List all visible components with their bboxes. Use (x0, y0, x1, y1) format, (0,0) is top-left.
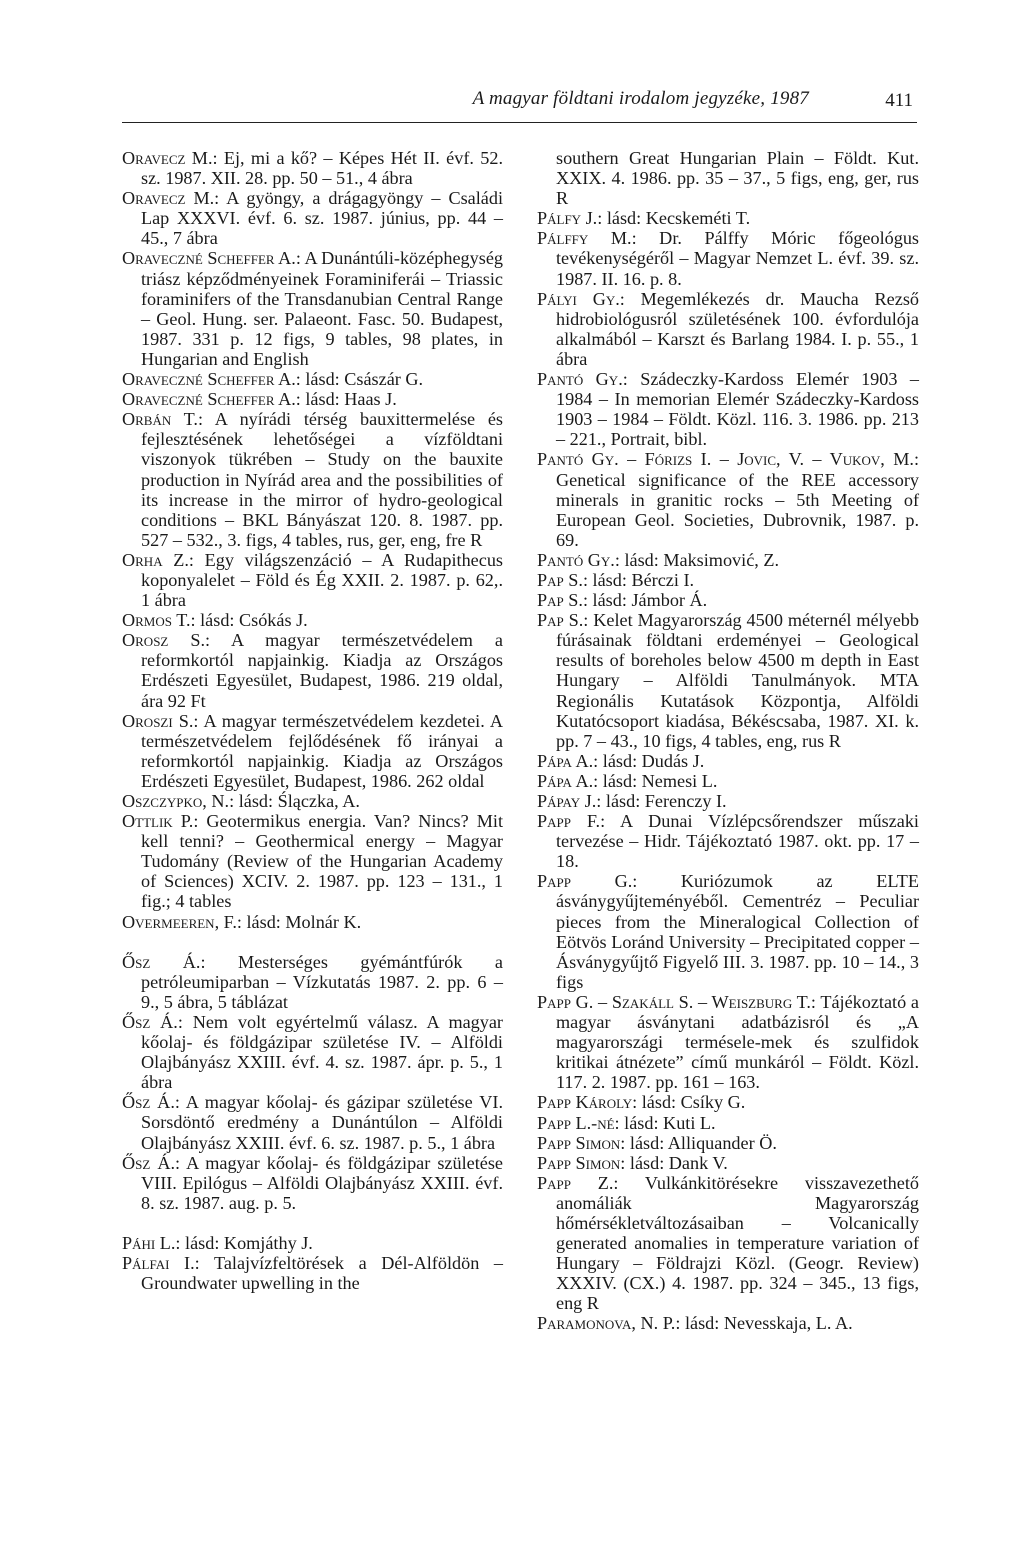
entry-author: Ősz Á.: (122, 1092, 180, 1113)
entry-text: lásd: Bérczi I. (588, 569, 695, 590)
bibliography-entry (122, 1153, 503, 1213)
entry-author: Papp Simon: (537, 1152, 626, 1173)
bibliography-entry (122, 1253, 503, 1293)
bibliography-entry (122, 791, 503, 811)
entry-text: lásd: Dank V. (625, 1152, 728, 1173)
entry-author: Papp Simon: (537, 1132, 626, 1153)
entry-author: Páhi L.: (122, 1232, 181, 1253)
bibliography-entry (537, 1313, 919, 1333)
entry-author: Oraveczné Scheffer A.: (122, 389, 301, 410)
bibliography-entry (537, 1113, 919, 1133)
entry-author: Papp G.: (537, 871, 638, 892)
bibliography-entry (537, 811, 919, 871)
entry-author: Orha Z.: (122, 549, 194, 570)
entry-text: Kuriózumok az ELTE ásványgyűjteményéből. Cementréz – Peculiar pieces from the Mineralogical Collection of Eötvös Loránd University – Precipitated copper – Ásványgyűjtő Figyelő III. 3. 1987. pp. 10 – 14., 3 figs (556, 871, 919, 992)
bibliography-entry (122, 811, 503, 911)
bibliography-entry (537, 228, 919, 288)
bibliography-entry (122, 952, 503, 1012)
bibliography-entry (537, 751, 919, 771)
running-title: A magyar földtani irodalom jegyzéke, 1987 (472, 88, 809, 109)
entry-author: Ormos T.: (122, 610, 196, 631)
right-column (537, 148, 919, 1334)
entry-author: Orosz S.: (122, 630, 211, 651)
entry-author: Pápa A.: (537, 750, 599, 771)
entry-text: A Dunai Vízlépcsőrendszer műszaki tervezése – Hidr. Tájékoztató 1987. okt. pp. 17 – 18. (556, 811, 919, 872)
entry-author: Pápay J.: (537, 791, 602, 811)
entry-author: Papp F.: (537, 811, 606, 832)
entry-text: Megemlékezés dr. Maucha Rezső hidrobiológusról születésének 100. évfordulója alkalmából – Karszt és Barlang 1984. I. p. 55., 1 ábra (556, 288, 919, 369)
bibliography-entry (122, 409, 503, 550)
entry-text: lásd: Csíky G. (637, 1092, 746, 1113)
bibliography-entry (122, 630, 503, 710)
entry-author: Oravecz M.: (122, 188, 220, 209)
entry-text: Geotermikus energia. Van? Nincs? Mit kell tenni? – Geothermical energy – Magyar Tudomány (Review of the Hungarian Academy of Sciences) XCIV. 2. 1987. pp. 123 – 131., 1 fig.; 4 tables (141, 811, 503, 912)
bibliography-entry (122, 1092, 503, 1152)
entry-text: Vulkánkitörésekre visszavezethető anomáliák Magyarország hőmérsékletváltozásaiban – Volcanically generated anomalies in temperature variation of Hungary – Földrajzi Közl. (Geogr. Review) XXXIV. (CX.) 4. 1987. pp. 324 – 345., 13 figs, eng R (556, 1172, 919, 1314)
running-header (122, 88, 917, 128)
entry-author: Papp L.-né: (537, 1112, 620, 1133)
entry-text: Talajvízfeltörések a Dél-Alföldön – Groundwater upwelling in the (141, 1252, 503, 1294)
entry-text: lásd: Nevesskaja, L. A. (680, 1313, 853, 1334)
entry-text: lásd: Molnár K. (241, 911, 362, 932)
bibliography-entry (537, 449, 919, 549)
entry-text: lásd: Csókás J. (195, 610, 308, 631)
bibliography-entry (122, 369, 503, 389)
entry-text: lásd: Ferenczy I. (601, 791, 727, 811)
entry-author: Pápa A.: (537, 770, 599, 791)
entry-author: Ősz Á.: (122, 1152, 181, 1173)
page-number: 411 (885, 90, 913, 111)
entry-text: A magyar természetvédelem kezdetei. A természetvédelem fejlődésének fő irányai a reformkortól napjainkig. Kiadja az Országos Erdészeti Egyesület, Budapest, 1986. 262 oldal (141, 710, 503, 791)
entry-text: Kelet Magyarország 4500 méternél mélyebb fúrásainak földtani erdeményei – Geological results of boreholes below 4500 m depth in East Hungary – Alföldi Tanulmányok. MTA Regionális Kutatások Központja, Alföldi Kutatócsoport kiadása, Békéscsaba, 1987. XI. k. pp. 7 – 43., 10 figs, 4 tables, eng, rus R (556, 610, 919, 751)
entry-author: Orbán T.: (122, 409, 204, 430)
entry-text: lásd: Császár G. (300, 369, 424, 390)
bibliography-entry (537, 1092, 919, 1112)
entry-text: A magyar kőolaj- és gázipar születése VI. Sorsdöntő eredmény a Dunántúlon – Alföldi Olajbányász XXIII. évf. 6. sz. 1987. p. 5., 1 ábra (141, 1092, 503, 1153)
entry-author: Oszczypko, N.: (122, 791, 235, 811)
bibliography-entry (537, 369, 919, 449)
entry-text: Szádeczky-Kardoss Elemér 1903 – 1984 – In memorian Elemér Szádeczky-Kardoss 1903 – 1984 – Földt. Közl. 116. 3. 1986. pp. 213 – 221., Portrait, bibl. (556, 369, 919, 450)
entry-text: lásd: Kuti L. (619, 1112, 716, 1133)
bibliography-entry (537, 610, 919, 751)
bibliography-entry (122, 912, 503, 932)
entry-text: A magyar természetvédelem a reformkortól napjainkig. Kiadja az Országos Erdészeti Egyesület, Budapest, 1986. 219 oldal, ára 92 Ft (141, 630, 503, 711)
entry-text: A magyar kőolaj- és földgázipar születése VIII. Epilógus – Alföldi Olajbányász XXIII. évf. 8. sz. 1987. aug. p. 5. (141, 1152, 503, 1213)
entry-author: Papp Z.: (537, 1172, 619, 1193)
bibliography-entry (537, 791, 919, 811)
bibliography-entry (122, 188, 503, 248)
entry-text: lásd: Komjáthy J. (180, 1232, 313, 1253)
bibliography-entry (537, 992, 919, 1092)
bibliography-entry (537, 590, 919, 610)
entry-author: Oroszi S.: (122, 710, 199, 731)
bibliography-entry (537, 550, 919, 570)
entry-text: lásd: Haas J. (300, 389, 397, 410)
entry-author: Papp Károly: (537, 1092, 638, 1113)
entry-text: southern Great Hungarian Plain – Földt. Kut. XXIX. 4. 1986. pp. 35 – 37., 5 figs, eng, ger, rus R (556, 148, 919, 209)
entry-text: Nem volt egyértelmű válasz. A magyar kőolaj- és földgázipar születése IV. – Alföldi Olajbányász XXIII. évf. 4. sz. 1987. ápr. p. 5., 1 ábra (141, 1011, 503, 1093)
entry-text: lásd: Ślączka, A. (234, 791, 360, 811)
entry-text: lásd: Dudás J. (598, 750, 705, 771)
entry-text: Dr. Pálffy Móric főgeológus tevékenységéről – Magyar Nemzet L. évf. 39. sz. 1987. II. 16. p. 8. (556, 228, 919, 289)
entry-text: A nyírádi térség bauxittermelése és fejlesztésének lehetőségei a vízföldtani viszonyok tükrében – Study on the bauxite production in Nyírád area and the possibilities of its increase in the mirror of hydro-geological conditions – BKL Bányászat 120. 8. 1987. pp. 527 – 532., 3. figs, 4 tables, rus, ger, eng, fre R (141, 409, 503, 550)
entry-text: Ej, mi a kő? – Képes Hét II. évf. 52. sz. 1987. XII. 28. pp. 50 – 51., 4 ábra (141, 148, 503, 189)
entry-author: Ottlik P.: (122, 811, 199, 832)
bibliography-entry (122, 610, 503, 630)
bibliography-entry (537, 1133, 919, 1153)
bibliography-entry (537, 871, 919, 992)
entry-text: lásd: Maksimović, Z. (619, 549, 780, 570)
entry-author: Pap S.: (537, 569, 588, 590)
header-rule (122, 122, 917, 123)
bibliography-entry (537, 208, 919, 228)
bibliography-entry (122, 1233, 503, 1253)
entry-author: Pálffy M.: (537, 228, 637, 249)
entry-author: Pap S.: (537, 610, 589, 631)
entry-author: Oraveczné Scheffer A.: (122, 248, 301, 269)
entry-author: Oraveczné Scheffer A.: (122, 369, 301, 390)
bibliography-entry (537, 570, 919, 590)
entry-author: Overmeeren, F.: (122, 911, 242, 932)
entry-text: A Dunántúli-középhegység triász képződményeinek Foraminiferái – Triassic foraminifers of the Transdanubian Central Range – Geol. Hung. ser. Palaeont. Fasc. 50. Budapest, 1987. 331 p. 12 figs, 9 tables, 98 plates, in Hungarian and English (141, 248, 503, 369)
entry-author: Ősz Á.: (122, 1011, 183, 1032)
entry-author: Pantó Gy. – Fórizs I. – Jovic, V. – Vukov, M.: (537, 449, 919, 470)
entry-author: Papp G. – Szakáll S. – Weiszburg T.: (537, 991, 816, 1012)
bibliography-entry (537, 771, 919, 791)
entry-text: Genetical significance of the REE accessory minerals in granitic rocks – 5th Meeting of European Geol. Societies, Dubrovnik, 1987. p. 69. (556, 469, 919, 550)
entry-author: Oravecz M.: (122, 148, 218, 168)
entry-text: lásd: Jámbor Á. (588, 590, 708, 611)
left-column (122, 148, 503, 1293)
entry-author: Pálfy J.: (537, 208, 603, 229)
entry-text: Tájékoztató a magyar ásványtani adatbázisról és „A magyarországi termésele-mek és szulfidok kritikai átnézete” című munkáról – Földt. Közl. 117. 2. 1987. pp. 161 – 163. (556, 991, 919, 1093)
entry-author: Pálfai I.: (122, 1252, 200, 1273)
bibliography-entry (122, 1012, 503, 1092)
bibliography-entry (122, 711, 503, 791)
bibliography-entry (122, 550, 503, 610)
entry-text: A gyöngy, a drágagyöngy – Családi Lap XXXVI. évf. 6. sz. 1987. június, pp. 44 – 45., 7 ábra (141, 188, 504, 249)
entry-author: Ősz Á.: (122, 951, 206, 972)
bibliography-entry (537, 1153, 919, 1173)
bibliography-entry (537, 148, 919, 208)
entry-text: lásd: Kecskeméti T. (602, 208, 751, 229)
entry-text: lásd: Alliquander Ö. (625, 1132, 777, 1153)
entry-text: lásd: Nemesi L. (598, 770, 718, 791)
entry-text: Egy világszenzáció – A Rudapithecus koponyalelet – Föld és Ég XXII. 2. 1987. p. 62,. 1 ábra (141, 549, 503, 611)
bibliography-entry (122, 148, 503, 188)
entry-author: Pap S.: (537, 590, 588, 611)
entry-text: Mesterséges gyémántfúrók a petróleumiparban – Vízkutatás 1987. 2. pp. 6 – 9., 5 ábra, 5 táblázat (141, 951, 503, 1012)
entry-author: Pantó Gy.: (537, 549, 620, 570)
bibliography-entry (122, 248, 503, 369)
bibliography-entry (122, 389, 503, 409)
entry-author: Pantó Gy.: (537, 369, 628, 390)
bibliography-entry (537, 289, 919, 369)
entry-author: Paramonova, N. P.: (537, 1313, 681, 1334)
entry-author: Pályi Gy.: (537, 288, 625, 309)
bibliography-entry (537, 1173, 919, 1314)
